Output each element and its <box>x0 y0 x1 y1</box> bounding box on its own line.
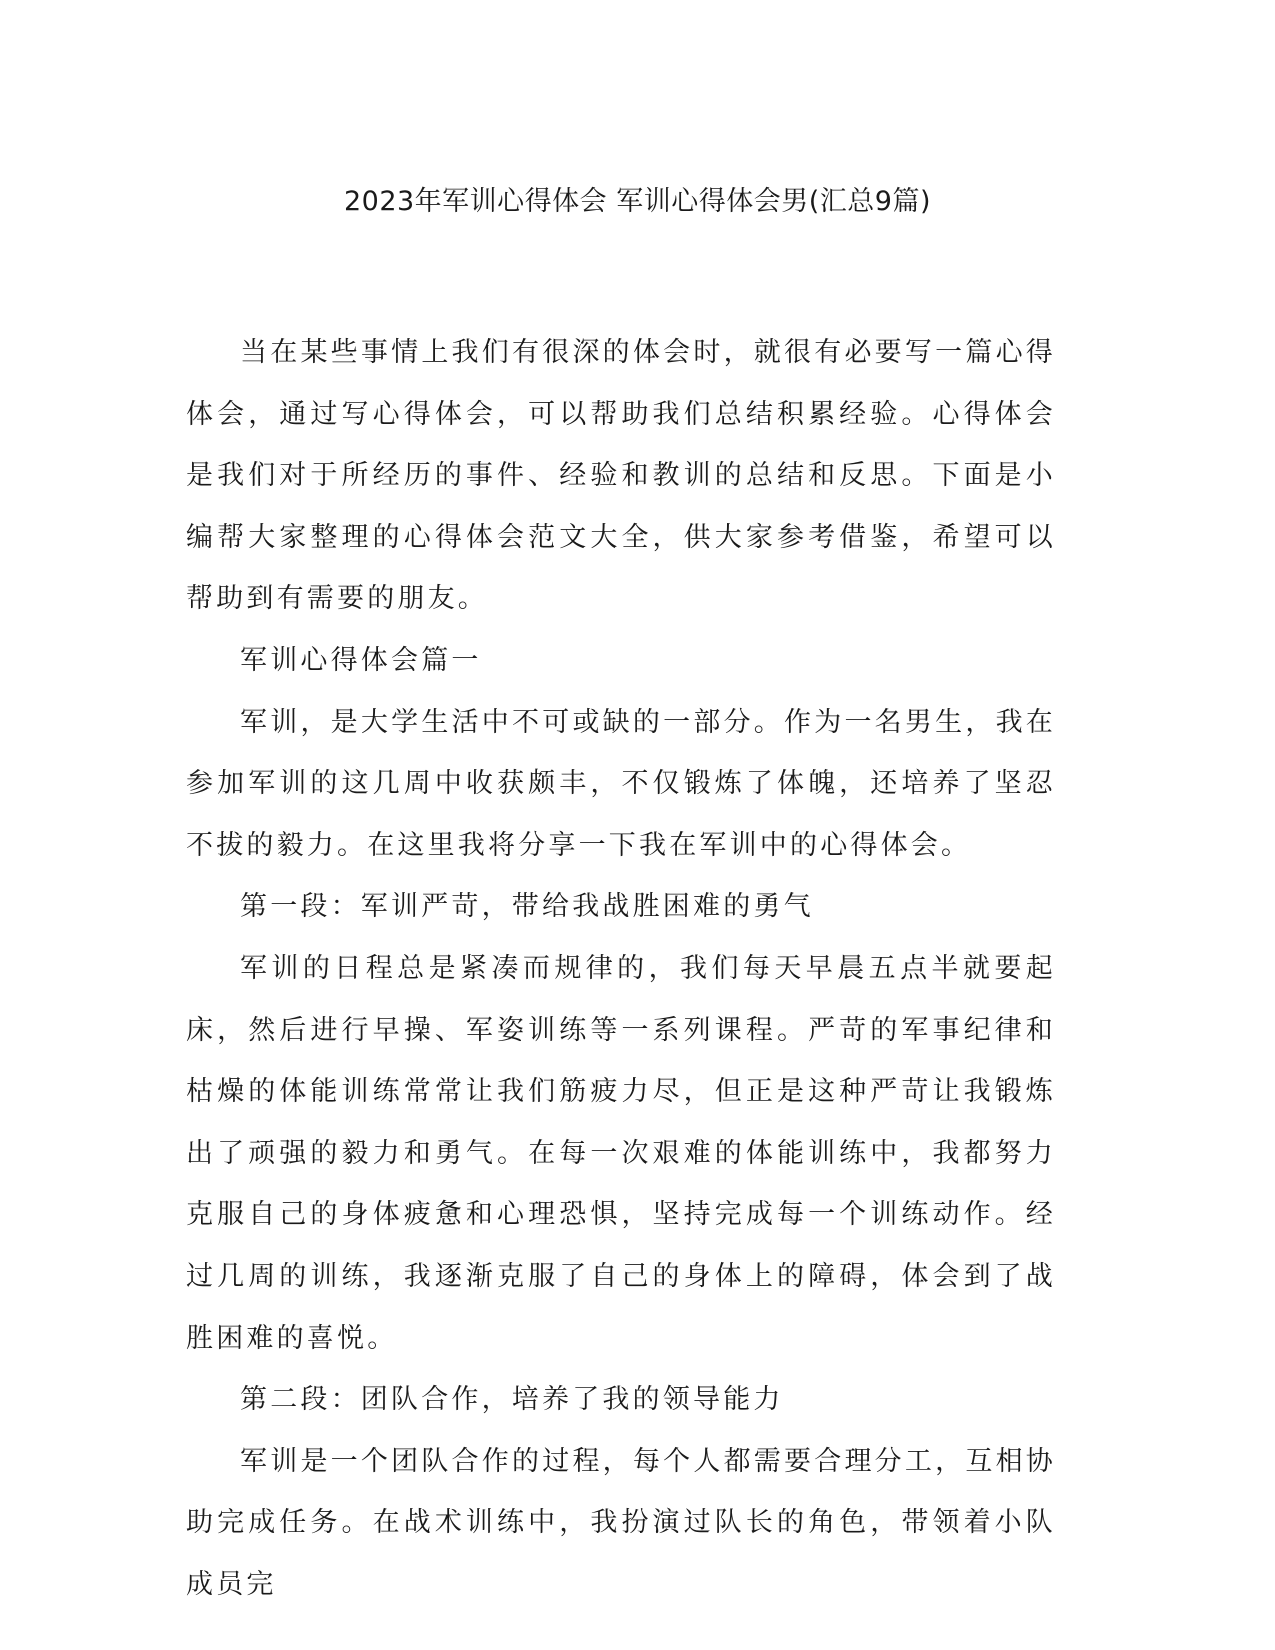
body-paragraph: 军训的日程总是紧凑而规律的，我们每天早晨五点半就要起床，然后进行早操、军姿训练等一系列课程。严苛的军事纪律和枯燥的体能训练常常让我们筋疲力尽，但正是这种严苛让我锻炼出了顽强的毅力和勇气。在每一次艰难的体能训练中，我都努力克服自己的身体疲惫和心理恐惧，坚持完成每一个训练动作。经过几周的训练，我逐渐克服了自己的身体上的障碍，体会到了战胜困难的喜悦。 <box>186 952 1056 1354</box>
intro-paragraph: 当在某些事情上我们有很深的体会时，就很有必要写一篇心得体会，通过写心得体会，可以帮助我们总结积累经验。心得体会是我们对于所经历的事件、经验和教训的总结和反思。下面是小编帮大家整理的心得体会范文大全，供大家参考借鉴，希望可以帮助到有需要的朋友。 <box>186 337 1056 615</box>
section-heading: 军训心得体会篇一 <box>240 644 482 676</box>
subsection-heading: 第二段：团队合作，培养了我的领导能力 <box>240 1384 784 1416</box>
body-paragraph: 军训，是大学生活中不可或缺的一部分。作为一名男生，我在参加军训的这几周中收获颇丰，不仅锻炼了体魄，还培养了坚忍不拔的毅力。在这里我将分享一下我在军训中的心得体会。 <box>186 706 1056 861</box>
document-body <box>186 322 1056 1615</box>
body-paragraph: 军训是一个团队合作的过程，每个人都需要合理分工，互相协助完成任务。在战术训练中，我扮演过队长的角色，带领着小队成员完 <box>186 1445 1056 1600</box>
subsection-heading: 第一段：军训严苛，带给我战胜困难的勇气 <box>240 891 814 923</box>
document-title: 2023年军训心得体会 军训心得体会男(汇总9篇) <box>343 186 932 217</box>
